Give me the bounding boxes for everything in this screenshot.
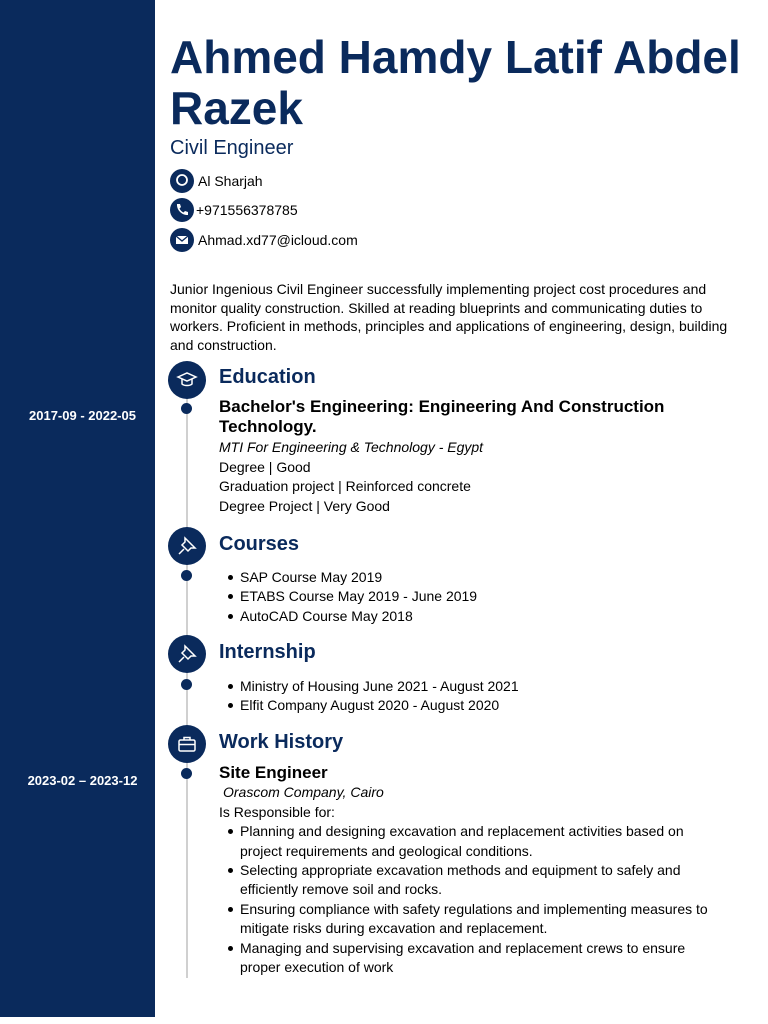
phone-icon [170, 198, 194, 222]
internship-list [219, 677, 729, 716]
education-detail: Degree Project | Very Good [219, 497, 390, 514]
graduation-cap-icon [168, 361, 206, 399]
envelope-icon [170, 228, 194, 252]
education-heading: Education [219, 366, 316, 388]
courses-list-container [219, 568, 729, 626]
briefcase-icon [168, 725, 206, 763]
job-title: Civil Engineer [170, 137, 294, 159]
timeline-dot [181, 679, 192, 690]
contact-location [170, 168, 263, 194]
pushpin-icon [168, 635, 206, 673]
profile-summary: Junior Ingenious Civil Engineer successfully implementing project cost procedures and monitor quality construction. Skilled at reading blueprints and communicating duties to workers. Proficient in methods, principles and applications of engineering, design, building and construction. [170, 281, 728, 353]
list-item: Ensuring compliance with safety regulations and implementing measures to mitigate risks during excavation and replacement. [219, 900, 729, 939]
duties-list [219, 822, 729, 977]
degree-title: Bachelor's Engineering: Engineering And Construction Technology. [219, 397, 665, 436]
responsibilities-intro: Is Responsible for: [219, 803, 335, 820]
internship-list-container [219, 677, 729, 716]
timeline-dot [181, 403, 192, 414]
contact-email [170, 227, 358, 253]
position-title: Site Engineer [219, 763, 328, 782]
location-text: Al Sharjah [198, 173, 263, 189]
sidebar [0, 0, 155, 1017]
location-pin-icon [170, 169, 194, 193]
education-date: 2017-09 - 2022-05 [29, 408, 136, 423]
work-entry [219, 763, 729, 977]
list-item: SAP Course May 2019 [219, 568, 729, 587]
email-text[interactable]: Ahmad.xd77@icloud.com [198, 232, 358, 248]
contact-phone [170, 197, 298, 223]
list-item: Ministry of Housing June 2021 - August 2021 [219, 677, 729, 696]
list-item: Managing and supervising excavation and replacement crews to ensure proper execution of work [219, 939, 729, 978]
courses-list [219, 568, 729, 626]
list-item: ETABS Course May 2019 - June 2019 [219, 587, 729, 606]
list-item: Selecting appropriate excavation methods and equipment to safely and efficiently remove soil and rocks. [219, 861, 729, 900]
list-item: Planning and designing excavation and replacement activities based on project requirements and geological conditions. [219, 822, 729, 861]
internship-heading: Internship [219, 641, 316, 663]
education-entry [219, 397, 729, 516]
education-detail: Graduation project | Reinforced concrete [219, 478, 471, 495]
work-history-heading: Work History [219, 731, 344, 753]
courses-heading: Courses [219, 533, 300, 555]
pushpin-icon [168, 527, 206, 565]
candidate-name: Ahmed Hamdy Latif Abdel Razek [170, 31, 741, 134]
company-name: Orascom Company, Cairo [223, 784, 384, 800]
work-date: 2023-02 – 2023-12 [27, 773, 138, 788]
school-name: MTI For Engineering & Technology - Egypt [219, 439, 484, 455]
list-item: AutoCAD Course May 2018 [219, 607, 729, 626]
timeline-dot [181, 768, 192, 779]
phone-text[interactable]: +971556378785 [196, 202, 298, 218]
timeline-dot [181, 570, 192, 581]
education-detail: Degree | Good [219, 458, 311, 475]
list-item: Elfit Company August 2020 - August 2020 [219, 696, 729, 715]
